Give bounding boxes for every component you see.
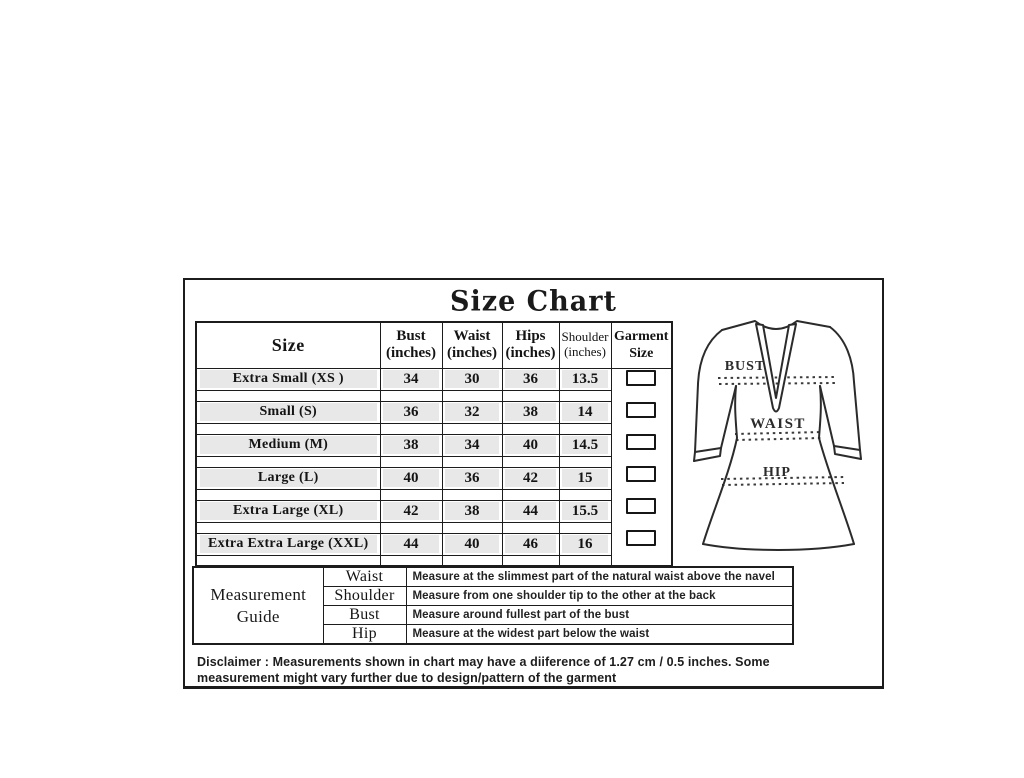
spacer-row (196, 390, 672, 401)
disclaimer-text (197, 654, 857, 687)
waist-label: WAIST (750, 416, 806, 432)
garment-size-checkbox (626, 466, 656, 482)
measurement-guide-table (192, 566, 794, 645)
shoulder-value: 14 (559, 401, 611, 423)
shoulder-value: 13.5 (559, 368, 611, 390)
guide-description: Measure at the widest part below the waist (406, 625, 793, 645)
disclaimer-line-2: measurement might vary further due to design/pattern of the garment (197, 671, 617, 686)
waist-value: 32 (442, 401, 502, 423)
garment-size-checkbox (626, 370, 656, 386)
spacer-row (196, 456, 672, 467)
shoulder-value: 15.5 (559, 500, 611, 522)
table-row-l (196, 467, 672, 489)
size-label: Extra Extra Large (XXL) (196, 533, 380, 555)
guide-row-waist (193, 567, 793, 587)
size-table (195, 321, 673, 567)
garment-size-checkbox (626, 498, 656, 514)
spacer-row (196, 423, 672, 434)
bust-value: 44 (380, 533, 442, 555)
column-header-shoulder: Shoulder (inches) (559, 322, 611, 368)
bust-value: 42 (380, 500, 442, 522)
bust-value: 34 (380, 368, 442, 390)
disclaimer-line-1: Disclaimer : Measurements shown in chart may have a diiference of 1.27 cm / 0.5 inches. Some (197, 655, 770, 669)
bust-value: 36 (380, 401, 442, 423)
size-label: Extra Small (XS ) (196, 368, 380, 390)
size-label: Extra Large (XL) (196, 500, 380, 522)
column-header-size: Size (196, 322, 380, 368)
shoulder-value: 14.5 (559, 434, 611, 456)
column-header-bust: Bust (inches) (380, 322, 442, 368)
bust-value: 40 (380, 467, 442, 489)
bust-dotted-line (718, 377, 837, 384)
hips-value: 36 (502, 368, 559, 390)
column-header-garment-size: Garment Size (611, 322, 672, 368)
guide-term: Hip (323, 625, 406, 645)
size-label: Medium (M) (196, 434, 380, 456)
waist-dotted-line (735, 432, 823, 440)
hips-value: 38 (502, 401, 559, 423)
size-label: Large (L) (196, 467, 380, 489)
waist-value: 30 (442, 368, 502, 390)
guide-term: Bust (323, 606, 406, 625)
size-table-header-row (196, 322, 672, 368)
column-header-waist: Waist (inches) (442, 322, 502, 368)
column-header-hips: Hips (inches) (502, 322, 559, 368)
guide-term: Waist (323, 567, 406, 587)
waist-value: 40 (442, 533, 502, 555)
spacer-row (196, 522, 672, 533)
measurement-guide-heading: Measurement Guide (193, 567, 323, 644)
size-chart-panel (183, 278, 884, 689)
page-title: Size Chart (450, 285, 617, 318)
shoulder-value: 15 (559, 467, 611, 489)
hip-label: HIP (763, 465, 791, 480)
guide-term: Shoulder (323, 587, 406, 606)
spacer-row (196, 489, 672, 500)
bust-value: 38 (380, 434, 442, 456)
guide-description: Measure at the slimmest part of the natural waist above the navel (406, 567, 793, 587)
garment-illustration (693, 304, 885, 556)
shoulder-value: 16 (559, 533, 611, 555)
garment-size-checkbox (626, 402, 656, 418)
garment-size-checkbox (626, 530, 656, 546)
hips-value: 40 (502, 434, 559, 456)
garment-outline (694, 321, 861, 550)
table-row-xl (196, 500, 672, 522)
hips-value: 42 (502, 467, 559, 489)
size-label: Small (S) (196, 401, 380, 423)
hips-value: 46 (502, 533, 559, 555)
spacer-row (196, 555, 672, 566)
hips-value: 44 (502, 500, 559, 522)
garment-size-checkbox (626, 434, 656, 450)
guide-description: Measure from one shoulder tip to the other at the back (406, 587, 793, 606)
table-row-xxl (196, 533, 672, 555)
guide-description: Measure around fullest part of the bust (406, 606, 793, 625)
table-row-m (196, 434, 672, 456)
waist-value: 38 (442, 500, 502, 522)
table-row-xs (196, 368, 672, 390)
waist-value: 34 (442, 434, 502, 456)
waist-value: 36 (442, 467, 502, 489)
table-row-s (196, 401, 672, 423)
bust-label: BUST (724, 359, 766, 374)
garment-size-column (611, 368, 672, 566)
